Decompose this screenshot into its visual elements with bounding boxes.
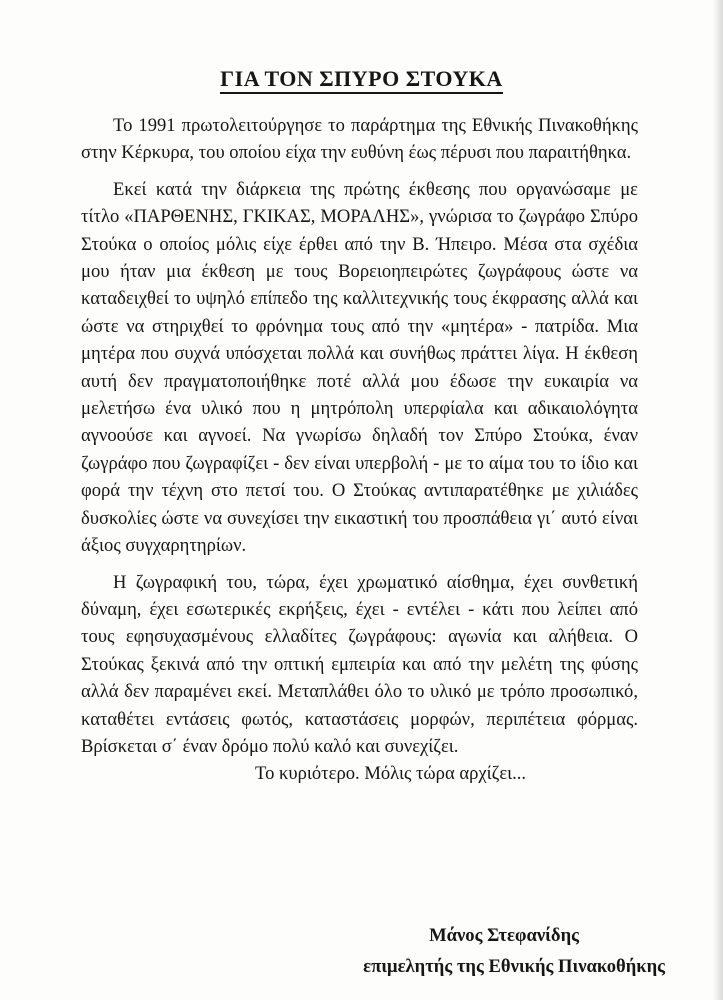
paragraph-2: Εκεί κατά την διάρκεια της πρώτης έκθεσης που οργανώσαμε με τίτλο «ΠΑΡΘΕΝΗΣ, ΓΚΙΚΑΣ, ΜΟΡΑΛΗΣ», γνώρισα το ζωγράφο Σπύρο Στούκα ο οποίος μόλις είχε έρθει από την Β. Ήπειρο. Μέσα στα σχέδια μου ήταν μια έκθεση με τους Βορειοηπειρώτες ζωγράφους ώστε να καταδειχθεί το υψηλό επίπεδο της καλλιτεχνικής τους έκφρασης αλλά και ώστε να στηριχθεί το φρόνημα τους από την «μητέρα» - πατρίδα. Μια μητέρα που συχνά υπόσχεται πολλά και συνήθως πράττει λίγα. Η έκθεση αυτή δεν πραγματοποιήθηκε ποτέ αλλά μου έδωσε την ευκαιρία να μελετήσω ένα υλικό που η μητρόπολη υπερφίαλα και αδικαιολόγητα αγνοούσε και αγνοεί. Να γνωρίσω δηλαδή τον Σπύρο Στούκα, έναν ζωγράφο που ζωγραφίζει - δεν είναι υπερβολή - με το αίμα του το ίδιο και φορά την τέχνη στο πετσί του. Ο Στούκας αντιπαρατέθηκε με χιλιάδες δυσκολίες ώστε να συνεχίσει την εικαστική του προσπάθεια γι΄ αυτό είναι άξιος συγχαρητηρίων. — [81, 178, 638, 557]
closing-line: Το κυριότερο. Μόλις τώρα αρχίζει... — [255, 763, 527, 785]
signature-name: Μάνος Στεφανίδης — [429, 925, 579, 946]
signature-block — [363, 920, 665, 982]
document-title — [0, 66, 723, 92]
paragraph-1: Το 1991 πρωτολειτούργησε το παράρτημα της Εθνικής Πινακοθήκης στην Κέρκυρα, του οποίου είχα την ευθύνη έως πέρυσι που παραιτήθηκα. — [81, 115, 638, 164]
signature-role: επιμελητής της Εθνικής Πινακοθήκης — [363, 956, 665, 977]
paragraph-3: Η ζωγραφική του, τώρα, έχει χρωματικό αίσθημα, έχει συνθετική δύναμη, έχει εσωτερικές εκρήξεις, έχει - εντέλει - κάτι που λείπει από τους εφησυχασμένους ελλαδίτες ζωγράφους: αγωνία και αλήθεια. Ο Στούκας ξεκινά από την οπτική εμπειρία και από την μελέτη της φύσης αλλά δεν παραμένει εκεί. Μεταπλάθει όλο το υλικό με τρόπο προσωπικό, καταθέτει εντάσεις φωτός, καταστάσεις μορφών, περιπέτεια φόρμας. Βρίσκεται σ΄ έναν δρόμο πολύ καλό και συνεχίζει. — [81, 571, 638, 757]
page-edge-shadow — [713, 0, 723, 1000]
document-title-text: ΓΙΑ ΤΟΝ ΣΠΥΡΟ ΣΤΟΥΚΑ — [220, 66, 503, 94]
document-body — [81, 112, 638, 788]
